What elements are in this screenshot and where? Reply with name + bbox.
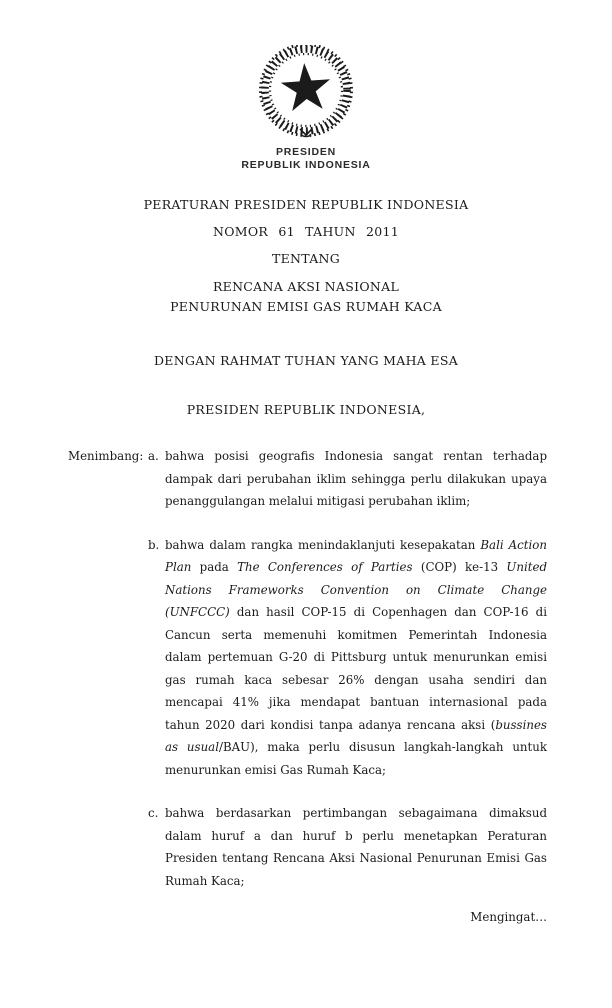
title-regulation-line: PERATURAN PRESIDEN REPUBLIK INDONESIA [143,197,469,212]
item-text: bahwa berdasarkan pertimbangan sebagaimana dimaksud dalam huruf a dan huruf b perlu menetapkan Peraturan Presiden tentang Rencana Aksi Nasional Penurunan Emisi Gas Rumah Kaca; [165,806,547,888]
considering-item-a [148,445,547,513]
catchword-mengingat: Mengingat… [470,910,547,924]
considering-label: Menimbang: [68,449,144,463]
item-marker: b. [148,537,160,552]
title-tentang-line: TENTANG [271,251,341,266]
considering-item-c [148,802,547,892]
letterhead-line1: PRESIDEN [275,146,337,158]
authority-line: PRESIDEN REPUBLIK INDONESIA, [186,402,426,417]
item-text: bahwa posisi geografis Indonesia sangat rentan terhadap dampak dari perubahan iklim sehingga perlu dilakukan upaya penanggulangan melalui mitigasi perubahan iklim; [165,449,547,508]
item-text: bahwa dalam rangka menindaklanjuti kesepakatan Bali Action Plan pada The Conferences of Parties (COP) ke-13 United Nations Frameworks Convention on Climate Change (UNFCCC) dan hasil COP-15 di Copenhagen dan COP-16 di Cancun serta memenuhi komitmen Pemerintah Indonesia dalam pertemuan G-20 di Pittsburg untuk menurunkan emisi gas rumah kaca sebesar 26% dengan usaha sendiri dan mencapai 41% jika mendapat bantuan internasional pada tahun 2020 dari kondisi tanpa adanya rencana aksi (bussines as usual/BAU), maka perlu disusun langkah-langkah untuk menurunkan emisi Gas Rumah Kaca; [165,537,548,777]
considering-item-b [148,534,547,782]
title-subject-line2: PENURUNAN EMISI GAS RUMAH KACA [170,299,442,314]
letterhead [0,0,612,171]
document-title [0,197,612,314]
presidential-seal-icon [250,45,362,139]
item-marker: c. [148,806,159,820]
letterhead-line2: REPUBLIK INDONESIA [241,158,371,171]
star-icon [280,61,333,111]
considering-items [148,445,547,892]
item-marker: a. [148,449,159,463]
title-subject-line1: RENCANA AKSI NASIONAL [212,279,400,294]
considering-section [68,445,547,892]
invocation-line: DENGAN RAHMAT TUHAN YANG MAHA ESA [153,353,459,368]
title-number-line: NOMOR 61 TAHUN 2011 [212,224,400,239]
